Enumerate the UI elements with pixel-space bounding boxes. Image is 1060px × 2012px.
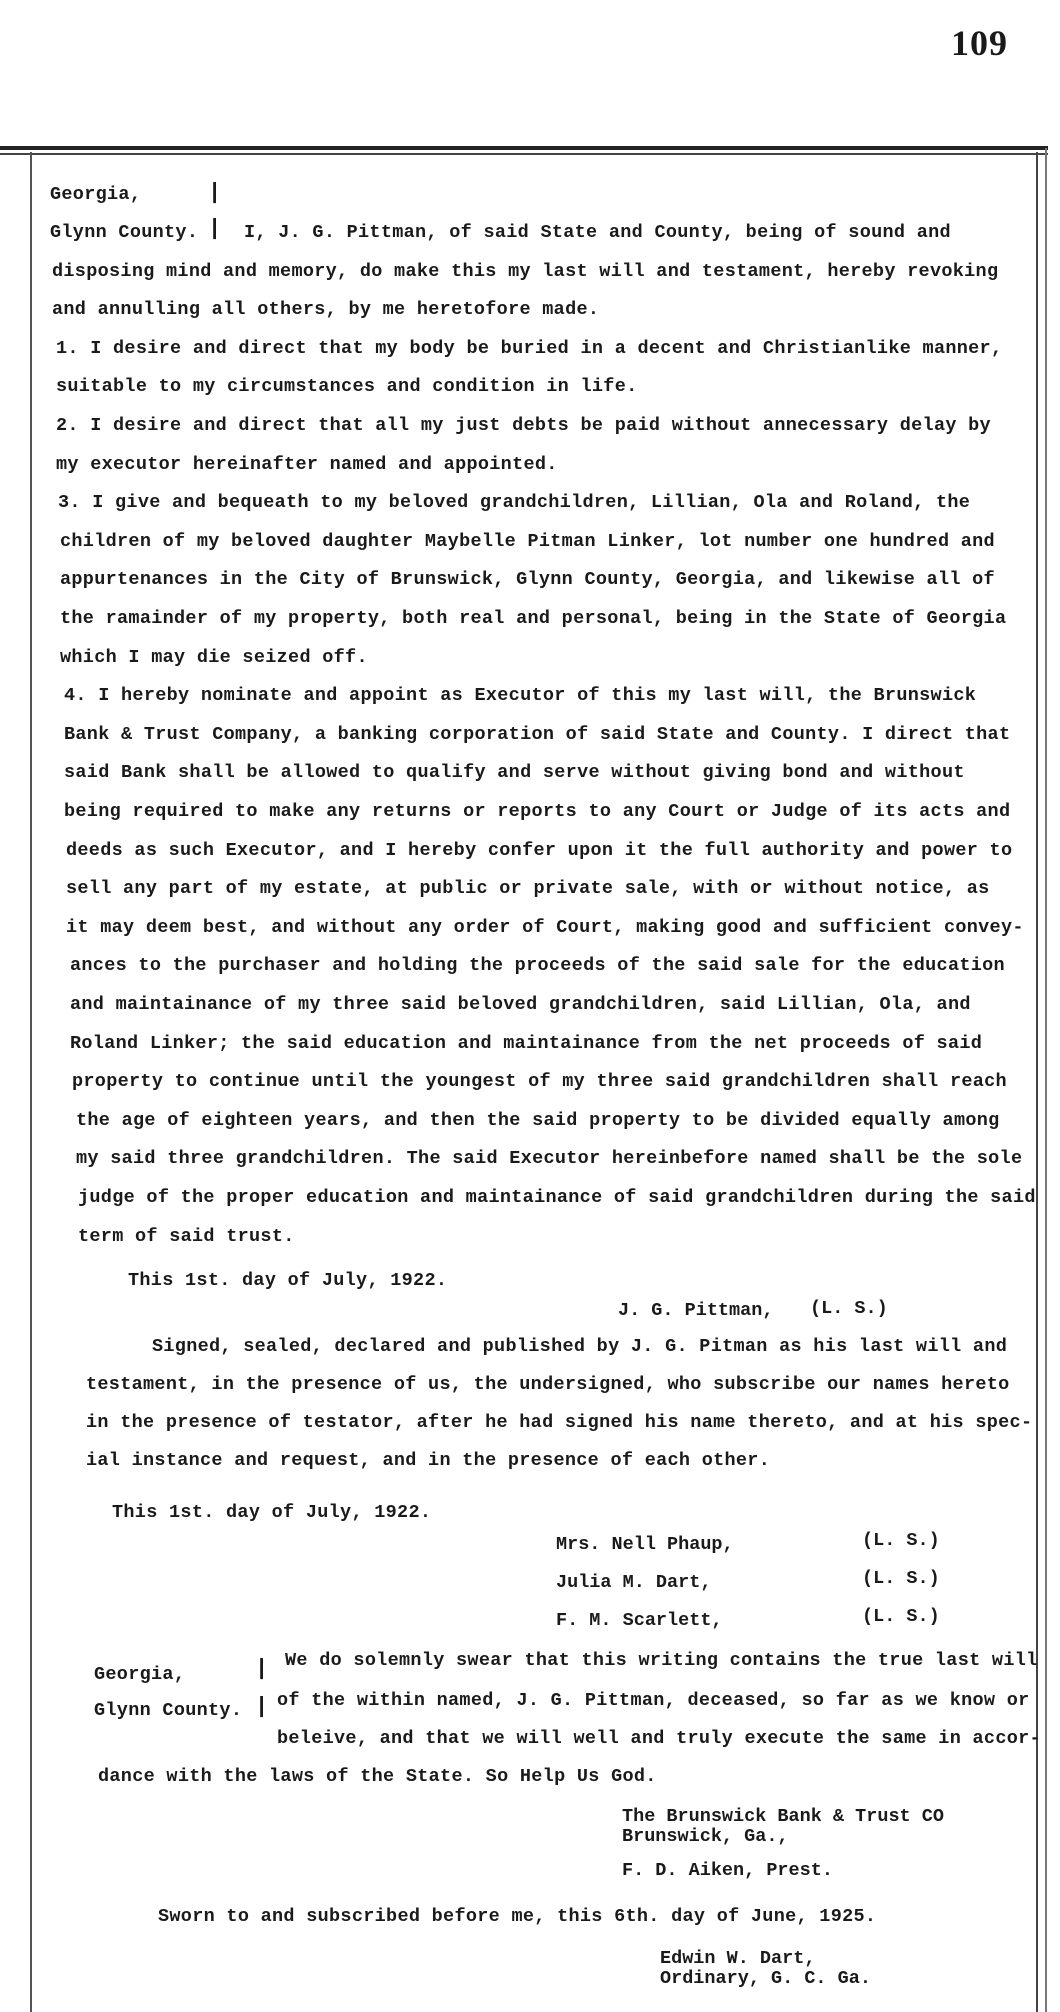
will-line: deeds as such Executor, and I hereby confer upon it the full authority and power to	[66, 839, 1013, 861]
will-line: and annulling all others, by me heretofore made.	[52, 299, 600, 321]
caption-state: Georgia,	[50, 184, 142, 205]
will-line: and maintainance of my three said beloved grandchildren, said Lillian, Ola, and	[70, 994, 971, 1015]
president-signature: F. D. Aiken, Prest.	[622, 1860, 833, 1881]
left-border	[30, 152, 32, 2012]
will-line: Bank & Trust Company, a banking corporation of said State and County. I direct that	[64, 723, 1011, 745]
will-line: appurtenances in the City of Brunswick, Glynn County, Georgia, and likewise all of	[60, 569, 995, 591]
will-date: This 1st. day of July, 1922.	[128, 1270, 448, 1291]
attestation-line: testament, in the presence of us, the undersigned, who subscribe our names hereto	[86, 1374, 1010, 1395]
will-line: Roland Linker; the said education and maintainance from the net proceeds of said	[70, 1032, 983, 1054]
will-line: sell any part of my estate, at public or private sale, with or without notice, as	[66, 878, 990, 900]
oath-state: Georgia,	[94, 1664, 186, 1685]
oath-bracket: |	[255, 1656, 269, 1681]
will-line: said Bank shall be allowed to qualify and serve without giving bond and without	[64, 762, 965, 784]
attestation-line: Signed, sealed, declared and published by J. G. Pitman as his last will and	[152, 1336, 1008, 1357]
will-line: children of my beloved daughter Maybelle Pitman Linker, lot number one hundred and	[60, 530, 995, 552]
caption-bracket: |	[208, 216, 222, 241]
witness-signature: Mrs. Nell Phaup,	[556, 1534, 734, 1555]
oath-line: of the within named, J. G. Pittman, deceased, so far as we know or	[277, 1690, 1030, 1711]
attestation-line: in the presence of testator, after he had signed his name thereto, and at his spec-	[86, 1412, 1033, 1433]
will-line: suitable to my circumstances and condition in life.	[56, 376, 638, 398]
will-line: ances to the purchaser and holding the proceeds of the said sale for the education	[70, 955, 1005, 977]
will-line: the ramainder of my property, both real and personal, being in the State of Georgia	[60, 608, 1007, 629]
caption-county: Glynn County.	[50, 222, 199, 243]
will-line: being required to make any returns or reports to any Court or Judge of its acts and	[64, 801, 1011, 822]
witness-seal: (L. S.)	[862, 1606, 940, 1627]
executor-city: Brunswick, Ga.,	[622, 1826, 789, 1847]
right-border-outer	[1045, 148, 1047, 2012]
oath-bracket: |	[255, 1694, 269, 1719]
ordinary-title: Ordinary, G. C. Ga.	[660, 1968, 871, 1989]
top-rule	[0, 146, 1048, 150]
will-line: disposing mind and memory, do make this my last will and testament, hereby revoking	[52, 260, 999, 282]
oath-line: dance with the laws of the State. So Help Us God.	[98, 1766, 657, 1787]
page-number: 109	[951, 23, 1008, 63]
oath-line: beleive, and that we will well and truly execute the same in accor-	[277, 1728, 1041, 1749]
witness-seal: (L. S.)	[862, 1530, 940, 1551]
will-line: term of said trust.	[78, 1225, 295, 1247]
will-line: it may deem best, and without any order of Court, making good and sufficient convey-	[66, 916, 1024, 938]
sworn-line: Sworn to and subscribed before me, this 6th. day of June, 1925.	[158, 1906, 877, 1927]
oath-county: Glynn County.	[94, 1700, 243, 1721]
attestation-line: ial instance and request, and in the presence of each other.	[86, 1450, 771, 1471]
executor-name: The Brunswick Bank & Trust CO	[622, 1806, 944, 1827]
will-line: which I may die seized off.	[60, 646, 368, 668]
will-line: the age of eighteen years, and then the said property to be divided equally among	[76, 1109, 1000, 1131]
will-line: 3. I give and bequeath to my beloved grandchildren, Lillian, Ola and Roland, the	[58, 492, 971, 514]
oath-line: We do solemnly swear that this writing contains the true last will	[285, 1650, 1038, 1671]
testator-seal: (L. S.)	[810, 1298, 888, 1319]
witness-signature: Julia M. Dart,	[556, 1572, 712, 1593]
caption-bracket: |	[208, 180, 222, 205]
attestation-date: This 1st. day of July, 1922.	[112, 1502, 432, 1523]
will-line: 1. I desire and direct that my body be buried in a decent and Christianlike manner,	[56, 337, 1003, 359]
top-rule-secondary	[0, 153, 1048, 155]
testator-signature: J. G. Pittman,	[618, 1300, 774, 1321]
will-line: my said three grandchildren. The said Executor hereinbefore named shall be the sole	[76, 1148, 1023, 1170]
witness-signature: F. M. Scarlett,	[556, 1610, 723, 1631]
will-line: judge of the proper education and maintainance of said grandchildren during the said	[78, 1187, 1036, 1208]
will-line: property to continue until the youngest of my three said grandchildren shall reach	[72, 1071, 1007, 1093]
will-line: I, J. G. Pittman, of said State and County, being of sound and	[244, 222, 951, 243]
will-line: 2. I desire and direct that all my just debts be paid without annecessary delay by	[56, 415, 991, 436]
witness-seal: (L. S.)	[862, 1568, 940, 1589]
will-line: my executor hereinafter named and appointed.	[56, 453, 558, 475]
ordinary-name: Edwin W. Dart,	[660, 1948, 816, 1969]
will-line: 4. I hereby nominate and appoint as Executor of this my last will, the Brunswick	[64, 685, 977, 707]
